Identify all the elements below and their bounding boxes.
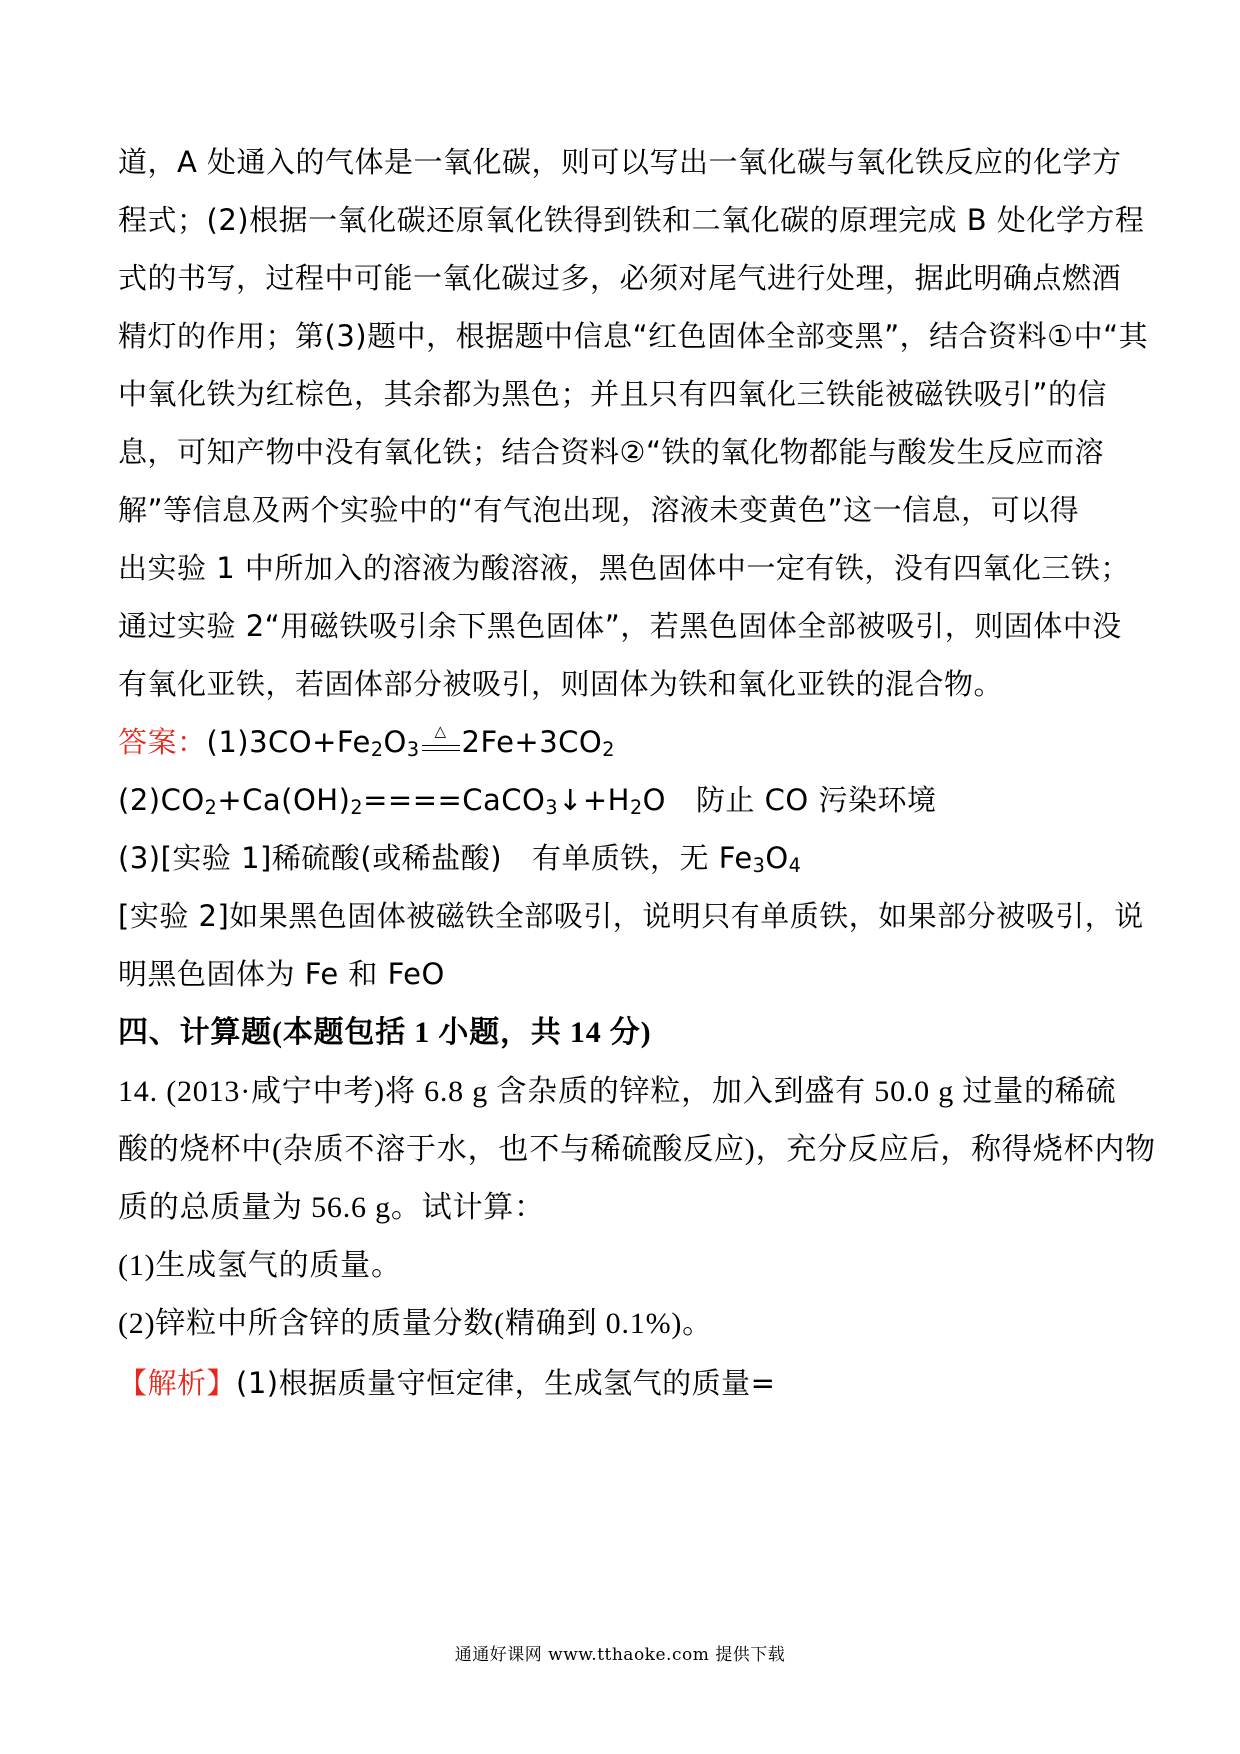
answer-experiment-2-line-2: 明黑色固体为 Fe 和 FeO <box>118 957 445 991</box>
page-footer: 通通好课网 www.tthaoke.com 提供下载 <box>454 1645 786 1665</box>
answer-experiment-2-line-1: [实验 2]如果黑色固体被磁铁全部吸引，说明只有单质铁，如果部分被吸引，说 <box>118 899 1144 933</box>
heating-condition-sign: △ <box>422 730 460 754</box>
analysis-line-9: 通过实验 2“用磁铁吸引余下黑色固体”，若黑色固体全部被吸引，则固体中没 <box>118 609 1122 643</box>
answer-note: 防止 CO 污染环境 <box>695 783 937 817</box>
analysis-line-5: 中氧化铁为红棕色，其余都为黑色；并且只有四氧化三铁能被磁铁吸引”的信 <box>118 377 1108 411</box>
answer-label: 答案： <box>118 725 207 759</box>
question-part-2: (2)锌粒中所含锌的质量分数(精确到 0.1%)。 <box>118 1307 713 1340</box>
answer-experiment-1: (3)[实验 1]稀硫酸(或稀盐酸) 有单质铁，无 $Fe_3O_4$ <box>118 841 802 878</box>
analysis-line-8: 出实验 1 中所加入的溶液为酸溶液，黑色固体中一定有铁，没有四氧化三铁； <box>118 551 1130 585</box>
analysis-line-7: 解”等信息及两个实验中的“有气泡出现，溶液未变黄色”这一信息，可以得 <box>118 493 1080 527</box>
answer-equation-1: 答案：$(1)3CO+Fe_2O_3$ △ $2Fe+3CO_2$ <box>118 722 615 762</box>
section-heading: 四、计算题(本题包括 1 小题，共 14 分) <box>118 1016 652 1049</box>
answer-equation-2: $(2)CO_2+Ca(OH)_2====CaCO_3↓+H_2O$ 防止 CO 污染环境 <box>118 783 937 820</box>
analysis-line-6: 息，可知产物中没有氧化铁；结合资料②“铁的氧化物都能与酸发生反应而溶 <box>118 435 1105 469</box>
analysis-line-10: 有氧化亚铁，若固体部分被吸引，则固体为铁和氧化亚铁的混合物。 <box>118 667 1004 701</box>
solution-line: 【解析】(1)根据质量守恒定律，生成氢气的质量= <box>118 1366 776 1400</box>
question-line-3: 质的总质量为 56.6 g。试计算： <box>118 1191 545 1224</box>
analysis-line-4: 精灯的作用；第(3)题中，根据题中信息“红色固体全部变黑”，结合资料①中“其 <box>118 319 1149 353</box>
question-line-1: 14. (2013·咸宁中考)将 6.8 g 含杂质的锌粒，加入到盛有 50.0 g 过量的稀硫 <box>118 1075 1117 1108</box>
analysis-line-3: 式的书写，过程中可能一氧化碳过多，必须对尾气进行处理，据此明确点燃酒 <box>118 261 1122 295</box>
question-part-1: (1)生成氢气的质量。 <box>118 1249 402 1282</box>
solution-label: 【解析】 <box>118 1366 237 1400</box>
analysis-line-1: 道，A 处通入的气体是一氧化碳，则可以写出一氧化碳与氧化铁反应的化学方 <box>118 145 1122 179</box>
question-line-2: 酸的烧杯中(杂质不溶于水，也不与稀硫酸反应)，充分反应后，称得烧杯内物 <box>118 1133 1156 1166</box>
analysis-line-2: 程式；(2)根据一氧化碳还原氧化铁得到铁和二氧化碳的原理完成 B 处化学方程 <box>118 203 1145 237</box>
